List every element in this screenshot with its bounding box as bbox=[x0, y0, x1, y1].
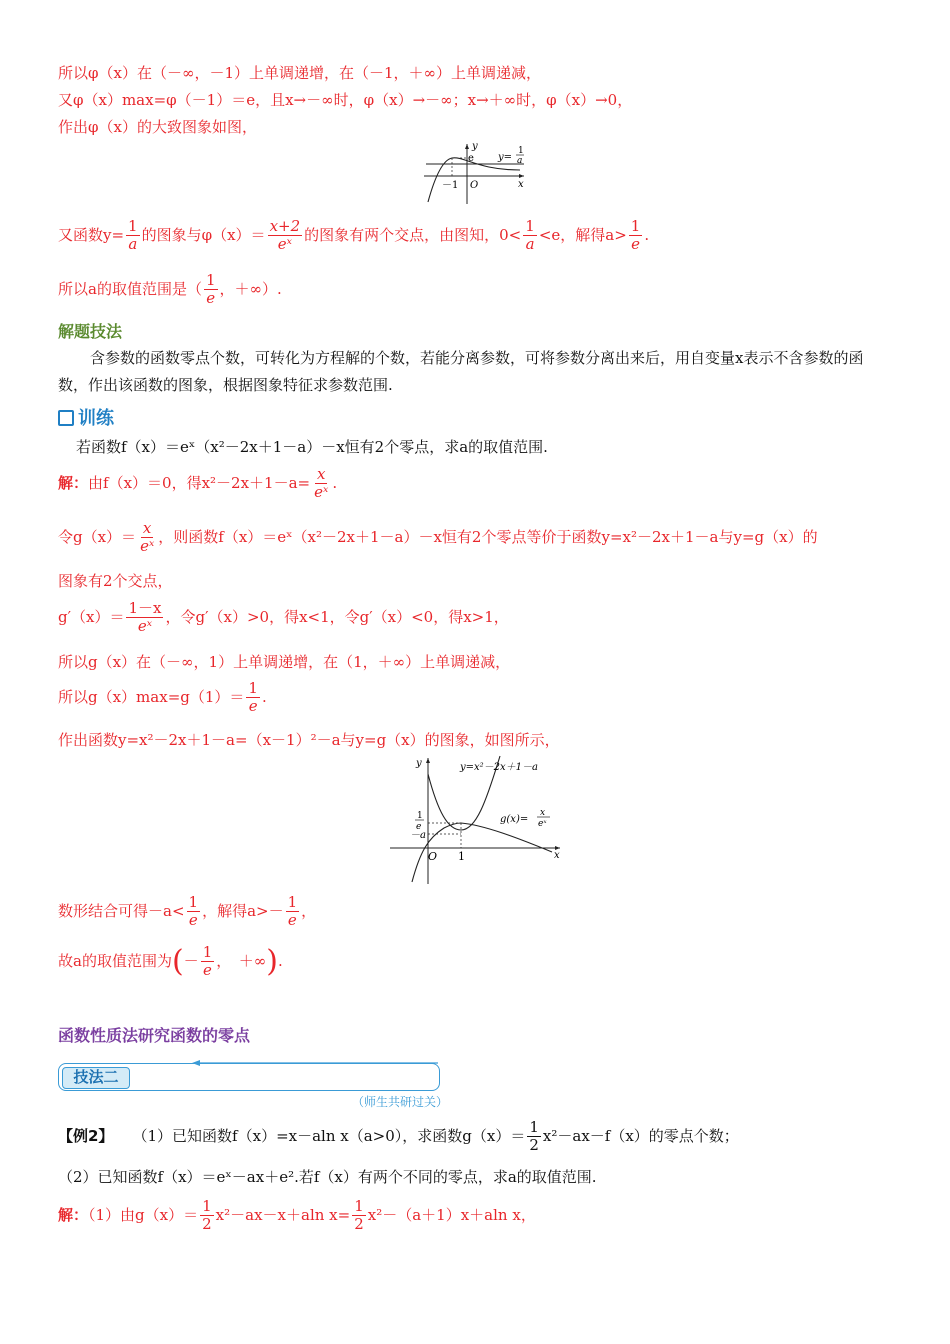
fraction-x-plus-2-over-ex: $\frac{x+2}{\text{eˣ}}$ bbox=[269, 217, 301, 254]
svg-text:e: e bbox=[416, 822, 422, 832]
svg-text:x: x bbox=[518, 179, 524, 190]
technique-label: 技法二 bbox=[62, 1067, 130, 1089]
fraction-1-over-a-2: $\frac{1}{a}$ bbox=[525, 217, 535, 254]
example-solution-line-1: 解：（1）由g（x）＝ $\frac{1}{2}$ x²－ax－x＋aln x= $\frac{1}{2}$ x²－（a＋1）x＋aln x， bbox=[58, 1197, 536, 1234]
example-2-part-2: （2）已知函数f（x）＝eˣ－ax＋e².若f（x）有两个不同的零点，求a的取值范围. bbox=[58, 1168, 597, 1186]
phi-graph-figure bbox=[420, 140, 530, 206]
training-solution-line-6: 所以g（x）max=g（1）＝ $\frac{1}{e}$ . bbox=[58, 679, 267, 716]
method-body: 含参数的函数零点个数，可转化为方程解的个数，若能分离参数，可将参数分离出来后，用自变量x表示不含参数的函数，作出该函数的图象，根据图象特征求参数范围. bbox=[58, 349, 864, 394]
svg-text:1: 1 bbox=[417, 811, 423, 821]
training-icon bbox=[58, 410, 74, 426]
fraction-1-over-a: $\frac{1}{a}$ bbox=[128, 217, 138, 254]
svg-text:x: x bbox=[540, 808, 546, 818]
g-graph-figure bbox=[388, 752, 568, 886]
svg-text:g(x)=: g(x)= bbox=[500, 814, 529, 825]
fraction-1-over-2-sol-a: $\frac{1}{2}$ bbox=[202, 1197, 212, 1234]
svg-text:－a: －a bbox=[410, 830, 426, 841]
solution-line-5: 所以a的取值范围是（ $\frac{1}{e}$ ，＋∞）. bbox=[58, 271, 282, 308]
fraction-1-over-2-ex: $\frac{1}{2}$ bbox=[529, 1118, 539, 1155]
fraction-1-over-e: $\frac{1}{e}$ bbox=[630, 217, 641, 254]
training-solution-line-3: 图象有2个交点， bbox=[58, 572, 173, 590]
training-solution-line-4: g′（x）＝ $\frac{1-x}{\text{eˣ}}$ ，令g′（x）>0，得x<1，令g′（x）<0，得x>1， bbox=[58, 599, 509, 636]
training-header: 训练 bbox=[58, 410, 114, 428]
training-question: 若函数f（x）＝eˣ（x²－2x＋1－a）－x恒有2个零点，求a的取值范围. bbox=[76, 438, 548, 456]
section-title: 函数性质法研究函数的零点 bbox=[58, 1026, 251, 1045]
training-solution-line-1: 解：由f（x）＝0，得x²－2x＋1－a= $\frac{x}{\text{eˣ}}$ . bbox=[58, 465, 338, 502]
svg-text:a: a bbox=[517, 156, 523, 166]
fraction-1-minus-x-over-ex: $\frac{1-x}{\text{eˣ}}$ bbox=[128, 599, 162, 636]
fraction-1-over-e-range: $\frac{1}{e}$ bbox=[205, 271, 216, 308]
fraction-x-over-ex: $\frac{x}{\text{eˣ}}$ bbox=[314, 465, 329, 502]
svg-text:1: 1 bbox=[458, 850, 465, 863]
method-title: 解题技法 bbox=[58, 322, 123, 341]
solution-line-2: 又φ（x）max=φ（－1）＝e，且x→－∞时，φ（x）→－∞；x→＋∞时，φ（x）→0， bbox=[58, 91, 633, 109]
training-solution-line-7: 作出函数y=x²－2x＋1－a=（x－1）²－a与y=g（x）的图象，如图所示， bbox=[58, 731, 560, 749]
training-solution-line-5: 所以g（x）在（－∞，1）上单调递增，在（1，＋∞）上单调递减， bbox=[58, 653, 511, 671]
fraction-1-over-e-result: $\frac{1}{e}$ bbox=[287, 893, 298, 930]
fraction-1-over-e-ineq: $\frac{1}{e}$ bbox=[188, 893, 199, 930]
solution-line-3: 作出φ（x）的大致图象如图， bbox=[58, 118, 257, 136]
fraction-1-over-e-answer: $\frac{1}{e}$ bbox=[202, 943, 213, 980]
fraction-1-over-2-sol-b: $\frac{1}{2}$ bbox=[354, 1197, 364, 1234]
svg-text:y: y bbox=[416, 758, 422, 769]
svg-text:y=x²－2x＋1－a: y=x²－2x＋1－a bbox=[460, 762, 539, 773]
training-solution-line-8: 数形结合可得－a< $\frac{1}{e}$ ，解得a>－ $\frac{1}{e}$ ， bbox=[58, 893, 317, 930]
solution-line-1: 所以φ（x）在（－∞，－1）上单调递增，在（－1，＋∞）上单调递减， bbox=[58, 64, 542, 82]
svg-text:eˣ: eˣ bbox=[538, 819, 547, 829]
svg-text:O: O bbox=[470, 180, 479, 191]
training-solution-line-2: 令g（x）＝ $\frac{x}{\text{eˣ}}$ ，则函数f（x）＝eˣ（x²－2x＋1－a）－x恒有2个零点等价于函数y=x²－2x＋1－a与y=g（x）的 bbox=[58, 519, 818, 556]
svg-text:y: y bbox=[472, 141, 478, 152]
svg-text:y=: y= bbox=[498, 152, 513, 163]
technique-subtitle: （师生共研过关） bbox=[352, 1095, 449, 1109]
fraction-x-over-ex-2: $\frac{x}{\text{eˣ}}$ bbox=[140, 519, 155, 556]
svg-text:O: O bbox=[428, 850, 438, 863]
svg-text:－1: －1 bbox=[442, 180, 459, 191]
training-solution-line-9: 故a的取值范围为(－ $\frac{1}{e}$ ， ＋∞). bbox=[58, 943, 283, 980]
svg-text:1: 1 bbox=[518, 146, 524, 156]
example-2-part-1: 【例2】 （1）已知函数f（x）=x－aln x（a>0），求函数g（x）＝ $\frac{1}{2}$ x²－ax－f（x）的零点个数； bbox=[58, 1118, 739, 1155]
solution-line-4: 又函数y= $\frac{1}{a}$ 的图象与φ（x）＝ $\frac{x+2}{\text{eˣ}}$ 的图象有两个交点，由图知，0< $\frac{1}{a}$ <e，解得a> $\frac{1}{e}$ . bbox=[58, 217, 650, 254]
fraction-1-over-e-max: $\frac{1}{e}$ bbox=[248, 679, 258, 716]
svg-text:x: x bbox=[554, 850, 560, 861]
banner-arrow-icon bbox=[192, 1058, 438, 1068]
svg-text:e: e bbox=[468, 153, 474, 164]
